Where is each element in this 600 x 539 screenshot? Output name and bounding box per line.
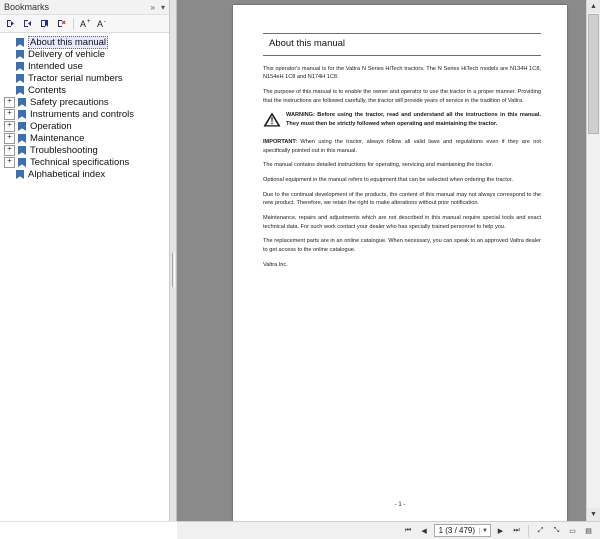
bookmark-item[interactable] bbox=[4, 168, 169, 180]
bookmark-expander-icon bbox=[4, 86, 13, 95]
bookmark-expander-icon[interactable]: + bbox=[4, 121, 15, 132]
expand-current-bookmark-button[interactable] bbox=[3, 17, 18, 31]
new-bookmark-button[interactable] bbox=[37, 17, 52, 31]
bookmark-label: Maintenance bbox=[30, 132, 85, 144]
paragraph: This operator's manual is for the Valtra N Series HiTech tractors. The N Series HiTech models are N134H 1C8, N154eH 1C8 and N174H 1C8. bbox=[263, 65, 541, 81]
bookmark-label: Operation bbox=[30, 120, 72, 132]
bookmark-item[interactable] bbox=[4, 84, 169, 96]
bookmark-expander-icon bbox=[4, 74, 13, 83]
text-size-increase-button[interactable] bbox=[78, 17, 93, 31]
chevron-down-icon[interactable]: ▼ bbox=[479, 528, 488, 534]
bookmark-label: Alphabetical index bbox=[28, 168, 106, 180]
bookmarks-panel-title: Bookmarks bbox=[4, 2, 50, 12]
fit-width-button[interactable]: ⤡ bbox=[553, 526, 560, 534]
bookmark-icon bbox=[15, 74, 25, 83]
bookmark-label: Contents bbox=[28, 84, 67, 96]
bookmark-item[interactable] bbox=[4, 60, 169, 72]
statusbar-separator bbox=[528, 525, 529, 537]
bookmark-label: Intended use bbox=[28, 60, 83, 72]
bookmark-icon bbox=[15, 170, 25, 179]
important-note bbox=[263, 138, 541, 155]
bookmark-icon bbox=[17, 134, 27, 143]
bookmark-label: Safety precautions bbox=[30, 96, 109, 108]
single-page-view-button[interactable]: ▭ bbox=[569, 527, 576, 535]
page-number-input[interactable] bbox=[434, 524, 491, 537]
important-label: IMPORTANT: bbox=[263, 139, 298, 145]
document-viewport bbox=[177, 0, 600, 521]
panel-menu-icon[interactable]: ▾ bbox=[160, 2, 165, 12]
paragraph: Valtra Inc. bbox=[263, 261, 288, 268]
warning-triangle-icon bbox=[263, 112, 281, 131]
bookmark-item[interactable] bbox=[4, 156, 169, 168]
bookmark-item[interactable] bbox=[4, 108, 169, 120]
svg-text:A: A bbox=[79, 19, 86, 29]
continuous-view-button[interactable]: ▤ bbox=[585, 527, 592, 535]
page-number-value: 1 (3 / 479) bbox=[438, 526, 476, 535]
panel-splitter[interactable] bbox=[170, 0, 177, 539]
fit-page-button[interactable]: ⤢ bbox=[537, 526, 544, 534]
bookmark-icon bbox=[17, 146, 27, 155]
bookmark-icon bbox=[17, 98, 27, 107]
paragraph: Due to the continual development of the products, the content of this manual may not always correspond to the new product. Therefore, we retain the right to make alterations without prior notification. bbox=[263, 191, 541, 207]
scroll-up-arrow[interactable]: ▲ bbox=[587, 0, 600, 13]
bookmark-icon bbox=[15, 86, 25, 95]
bookmarks-panel-header bbox=[0, 0, 169, 15]
bookmark-item[interactable] bbox=[4, 132, 169, 144]
paragraph: Maintenance, repairs and adjustments which are not described in this manual require special tools and exact technical data. For such work contact your dealer who has specially trained personnel to help you. bbox=[263, 214, 541, 230]
bookmark-item[interactable] bbox=[4, 72, 169, 84]
vertical-scrollbar[interactable] bbox=[586, 0, 600, 521]
paragraph: The replacement parts are in an online catalogue. When necessary, you can speak to an approved Valtra dealer to get access to the online catalogue. bbox=[263, 238, 541, 253]
bookmark-expander-icon bbox=[4, 170, 13, 179]
bookmark-icon bbox=[15, 50, 25, 59]
bookmark-expander-icon bbox=[4, 62, 13, 71]
page-title: About this manual bbox=[269, 38, 346, 49]
paragraph: Optional equipment in the manual refers to equipment that can be selected when ordering the tractor. bbox=[263, 176, 514, 183]
toolbar-separator bbox=[73, 18, 74, 30]
first-page-button[interactable]: ⏮ bbox=[404, 526, 412, 534]
sidebar-footer bbox=[0, 521, 177, 539]
bookmark-label: Delivery of vehicle bbox=[28, 48, 106, 60]
scrollbar-thumb[interactable] bbox=[588, 14, 599, 134]
pdf-page bbox=[233, 5, 567, 521]
scroll-down-arrow[interactable]: ▼ bbox=[587, 508, 600, 521]
bookmark-label: Technical specifications bbox=[30, 156, 130, 168]
document-title-bar bbox=[263, 33, 541, 56]
bookmark-expander-icon bbox=[4, 38, 13, 47]
bookmark-expander-icon[interactable]: + bbox=[4, 109, 15, 120]
page-footer-number: - 1 - bbox=[394, 502, 406, 508]
page-navigation-bar bbox=[177, 521, 600, 539]
bookmark-label: About this manual bbox=[30, 36, 107, 48]
bookmark-expander-icon[interactable]: + bbox=[4, 133, 15, 144]
last-page-button[interactable]: ⏭ bbox=[513, 526, 520, 534]
bookmark-icon bbox=[17, 158, 27, 167]
splitter-grip bbox=[172, 253, 175, 287]
bookmark-label: Tractor serial numbers bbox=[28, 72, 123, 84]
bookmark-label: Troubleshooting bbox=[30, 144, 98, 156]
warning-text: WARNING: Before using the tractor, read and understand all the instructions in this manual. They must then be strictly followed when operating and maintaining the tractor. bbox=[286, 112, 541, 127]
bookmark-expander-icon[interactable]: + bbox=[4, 97, 15, 108]
bookmark-label: Instruments and controls bbox=[30, 108, 135, 120]
collapse-panel-icon[interactable]: » bbox=[150, 2, 155, 12]
paragraph: The purpose of this manual is to enable the owner and operator to use the tractor in a proper manner. Providing that the instructions are followed carefully, the tractor will provide years of service in the tradition of Valtra. bbox=[263, 89, 541, 104]
text-size-decrease-button[interactable] bbox=[95, 17, 110, 31]
bookmark-item[interactable] bbox=[4, 48, 169, 60]
bookmarks-panel bbox=[0, 0, 170, 539]
bookmark-expander-icon[interactable]: + bbox=[4, 157, 15, 168]
bookmark-expander-icon bbox=[4, 50, 13, 59]
bookmark-icon bbox=[15, 62, 25, 71]
paragraph: The manual contains detailed instructions for operating, servicing and maintaining the tractor. bbox=[263, 162, 494, 169]
delete-bookmark-button[interactable] bbox=[54, 17, 69, 31]
bookmark-expander-icon[interactable]: + bbox=[4, 145, 15, 156]
svg-text:A: A bbox=[96, 19, 103, 29]
bookmarks-toolbar bbox=[0, 15, 169, 33]
previous-page-button[interactable]: ◀ bbox=[421, 527, 427, 535]
bookmarks-list bbox=[0, 33, 169, 180]
bookmark-icon bbox=[17, 110, 27, 119]
bookmark-icon bbox=[17, 122, 27, 131]
bookmark-icon bbox=[15, 38, 25, 47]
svg-text:-: - bbox=[103, 19, 106, 25]
bookmark-item[interactable] bbox=[4, 36, 169, 48]
bookmark-item[interactable] bbox=[4, 120, 169, 132]
svg-text:+: + bbox=[86, 19, 91, 25]
collapse-all-bookmarks-button[interactable] bbox=[20, 17, 35, 31]
bookmark-item[interactable] bbox=[4, 144, 169, 156]
next-page-button[interactable]: ▶ bbox=[497, 527, 504, 535]
important-text: When using the tractor, always follow all valid laws and regulations even if they are not specifically pointed out in this manual. bbox=[263, 139, 541, 154]
warning-block bbox=[263, 111, 541, 131]
bookmark-item[interactable] bbox=[4, 96, 169, 108]
